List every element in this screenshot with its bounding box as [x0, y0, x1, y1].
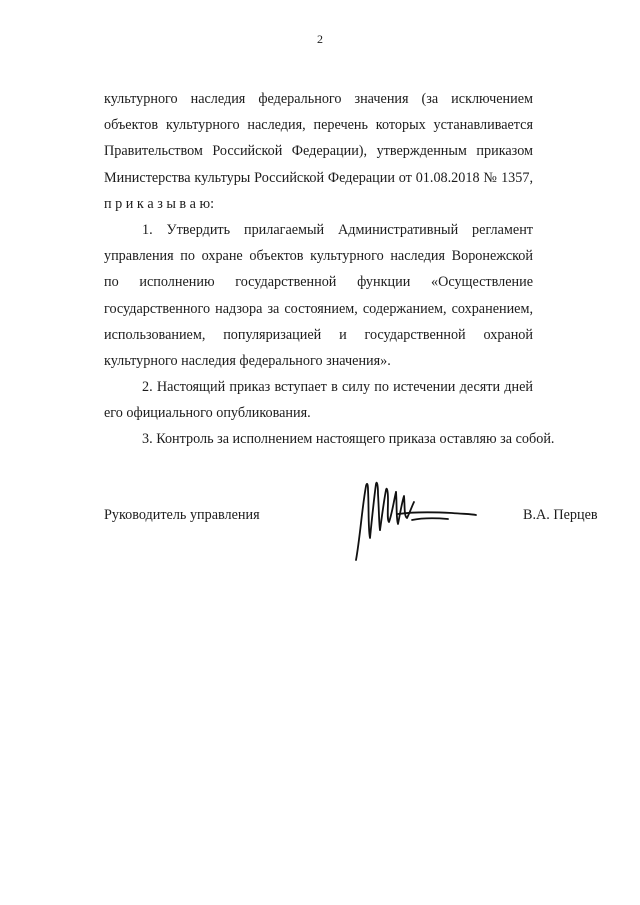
page-number: 2 — [317, 32, 323, 46]
text-line: управления по охране объектов культурного наследия Воронежской — [104, 248, 533, 265]
text-line: Правительством Российской Федерации), утвержденным приказом — [104, 143, 533, 160]
signatory-name: В.А. Перцев — [523, 507, 598, 523]
text-line: его официального опубликования. — [104, 405, 311, 422]
document-body — [104, 86, 555, 453]
text-line: объектов культурного наследия, перечень которых устанавливается — [104, 117, 533, 134]
text-line: использованием, популяризацией и государственной охраной — [104, 326, 533, 343]
handwritten-signature — [352, 478, 482, 564]
text-line-order-word: п р и к а з ы в а ю: — [104, 195, 215, 212]
text-line: государственного надзора за состоянием, содержанием, сохранением, — [104, 300, 533, 317]
text-line: по исполнению государственной функции «Осуществление — [104, 274, 533, 291]
text-line-item-1: 1. Утвердить прилагаемый Административный регламент — [142, 221, 533, 238]
text-line-item-3: 3. Контроль за исполнением настоящего приказа оставляю за собой. — [142, 431, 555, 448]
text-line: культурного наследия федерального значения (за исключением — [104, 91, 533, 107]
text-line: культурного наследия федерального значения». — [104, 352, 391, 369]
signatory-position: Руководитель управления — [104, 507, 260, 523]
text-line-item-2: 2. Настоящий приказ вступает в силу по истечении десяти дней — [142, 379, 533, 396]
text-line: Министерства культуры Российской Федерации от 01.08.2018 № 1357, — [104, 169, 533, 186]
